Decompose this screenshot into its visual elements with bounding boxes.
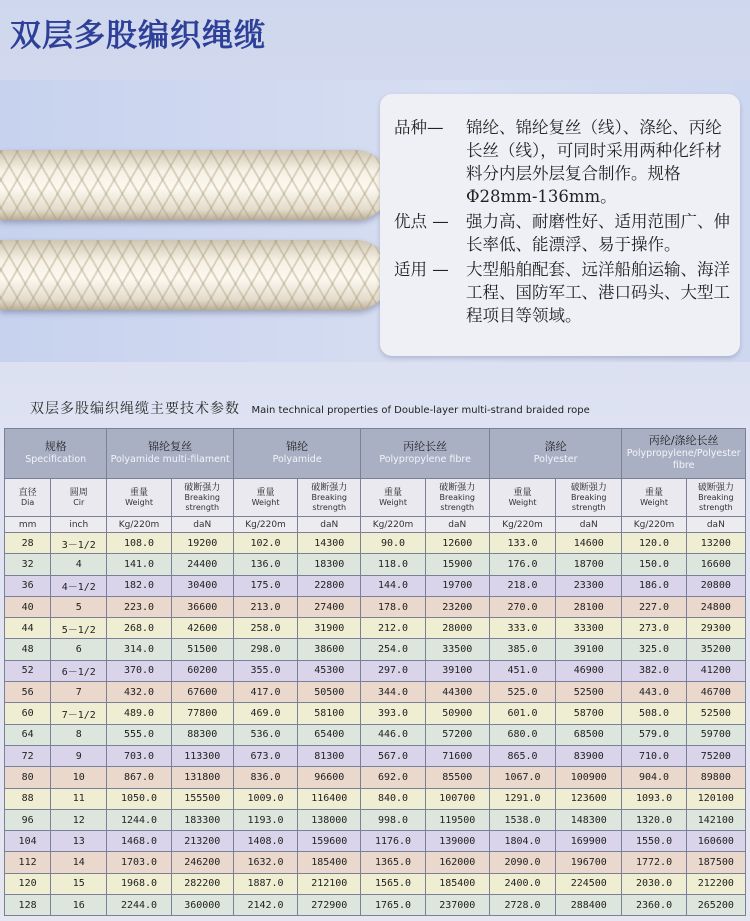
table-cell: 1632.0 (233, 852, 297, 873)
table-cell: 297.0 (361, 660, 425, 681)
table-cell: 15900 (425, 554, 489, 575)
table-row (5, 618, 746, 639)
table-cell: 65400 (298, 724, 361, 745)
table-cell: 272900 (298, 895, 361, 916)
table-cell: 35200 (686, 639, 745, 660)
table-cell: 80 (5, 767, 51, 788)
table-row (5, 809, 746, 830)
table-cell: 7 (51, 682, 107, 703)
table-cell: 196700 (556, 852, 622, 873)
table-row (5, 873, 746, 894)
table-row (5, 575, 746, 596)
table-cell: 1093.0 (622, 788, 686, 809)
table-cell: 1468.0 (107, 831, 171, 852)
table-cell: 102.0 (233, 533, 297, 554)
group-header: 规格 Specification (5, 429, 107, 479)
table-cell: 443.0 (622, 682, 686, 703)
info-row-applications (394, 258, 732, 327)
table-cell: 268.0 (107, 618, 171, 639)
unit-cell: Kg/220m (489, 517, 555, 533)
unit-cell: daN (556, 517, 622, 533)
table-cell: 333.0 (489, 618, 555, 639)
table-cell: 28 (5, 533, 51, 554)
table-cell: 136.0 (233, 554, 297, 575)
table-cell: 16600 (686, 554, 745, 575)
info-label: 优点 — (394, 212, 449, 231)
table-cell: 2244.0 (107, 895, 171, 916)
table-cell: 175.0 (233, 575, 297, 596)
table-cell: 1320.0 (622, 809, 686, 830)
table-cell: 1291.0 (489, 788, 555, 809)
table-cell: 469.0 (233, 703, 297, 724)
table-cell: 273.0 (622, 618, 686, 639)
table-cell: 71600 (425, 745, 489, 766)
table-cell: 58100 (298, 703, 361, 724)
table-cell: 56 (5, 682, 51, 703)
table-cell: 46700 (686, 682, 745, 703)
table-cell: 186.0 (622, 575, 686, 596)
table-cell: 2142.0 (233, 895, 297, 916)
column-header: 重量 Weight (361, 479, 425, 517)
info-label: 适用 — (394, 260, 449, 279)
table-cell: 1765.0 (361, 895, 425, 916)
table-cell: 81300 (298, 745, 361, 766)
table-cell: 451.0 (489, 660, 555, 681)
column-header: 直径 Dia (5, 479, 51, 517)
table-body (5, 533, 746, 916)
table-cell: 178.0 (361, 596, 425, 617)
table-cell: 489.0 (107, 703, 171, 724)
table-cell: 1887.0 (233, 873, 297, 894)
table-cell: 36 (5, 575, 51, 596)
table-cell: 237000 (425, 895, 489, 916)
table-cell: 18300 (298, 554, 361, 575)
table-cell: 28100 (556, 596, 622, 617)
column-header: 圆周 Cir (51, 479, 107, 517)
table-cell: 270.0 (489, 596, 555, 617)
group-header: 锦纶 Polyamide (233, 429, 361, 479)
table-cell: 298.0 (233, 639, 297, 660)
table-cell: 4 (51, 554, 107, 575)
table-cell: 998.0 (361, 809, 425, 830)
table-cell: 223.0 (107, 596, 171, 617)
table-cell: 28000 (425, 618, 489, 639)
table-cell: 44300 (425, 682, 489, 703)
table-cell: 139000 (425, 831, 489, 852)
table-cell: 138000 (298, 809, 361, 830)
table-cell: 212100 (298, 873, 361, 894)
table-cell: 41200 (686, 660, 745, 681)
table-cell: 36600 (171, 596, 233, 617)
table-cell: 288400 (556, 895, 622, 916)
table-cell: 1244.0 (107, 809, 171, 830)
table-cell: 680.0 (489, 724, 555, 745)
table-cell: 120.0 (622, 533, 686, 554)
table-cell: 64 (5, 724, 51, 745)
table-cell: 57200 (425, 724, 489, 745)
table-cell: 1565.0 (361, 873, 425, 894)
table-cell: 23200 (425, 596, 489, 617)
table-cell: 77800 (171, 703, 233, 724)
table-cell: 212200 (686, 873, 745, 894)
table-cell: 5 (51, 596, 107, 617)
table-cell: 1703.0 (107, 852, 171, 873)
table-row (5, 660, 746, 681)
table-cell: 246200 (171, 852, 233, 873)
table-cell: 2030.0 (622, 873, 686, 894)
table-cell: 30400 (171, 575, 233, 596)
table-cell: 314.0 (107, 639, 171, 660)
table-cell: 119500 (425, 809, 489, 830)
table-cell: 1968.0 (107, 873, 171, 894)
group-header: 涤纶 Polyester (489, 429, 622, 479)
table-cell: 9 (51, 745, 107, 766)
table-cell: 1550.0 (622, 831, 686, 852)
column-header: 破断强力 Breaking strength (425, 479, 489, 517)
table-cell: 90.0 (361, 533, 425, 554)
unit-row (5, 517, 746, 533)
sub-header-row (5, 479, 746, 517)
table-cell: 182.0 (107, 575, 171, 596)
table-cell: 133.0 (489, 533, 555, 554)
column-header: 重量 Weight (233, 479, 297, 517)
group-header: 丙纶长丝 Polypropylene fibre (361, 429, 490, 479)
unit-cell: Kg/220m (107, 517, 171, 533)
table-cell: 2360.0 (622, 895, 686, 916)
table-cell: 16 (51, 895, 107, 916)
table-cell: 417.0 (233, 682, 297, 703)
table-cell: 579.0 (622, 724, 686, 745)
table-cell: 13200 (686, 533, 745, 554)
unit-cell: mm (5, 517, 51, 533)
table-cell: 1365.0 (361, 852, 425, 873)
table-cell: 67600 (171, 682, 233, 703)
table-cell: 224500 (556, 873, 622, 894)
table-cell: 85500 (425, 767, 489, 788)
table-cell: 155500 (171, 788, 233, 809)
table-cell: 601.0 (489, 703, 555, 724)
table-cell: 18700 (556, 554, 622, 575)
table-row (5, 554, 746, 575)
table-cell: 14300 (298, 533, 361, 554)
table-cell: 116400 (298, 788, 361, 809)
table-cell: 14600 (556, 533, 622, 554)
table-row (5, 724, 746, 745)
table-cell: 59700 (686, 724, 745, 745)
table-cell: 2090.0 (489, 852, 555, 873)
table-cell: 120100 (686, 788, 745, 809)
braided-rope-image (0, 240, 390, 310)
table-cell: 187500 (686, 852, 745, 873)
table-cell: 227.0 (622, 596, 686, 617)
column-header: 重量 Weight (489, 479, 555, 517)
table-row (5, 533, 746, 554)
table-cell: 865.0 (489, 745, 555, 766)
table-cell: 185400 (425, 873, 489, 894)
table-cell: 1067.0 (489, 767, 555, 788)
table-cell: 104 (5, 831, 51, 852)
table-cell: 185400 (298, 852, 361, 873)
table-cell: 100900 (556, 767, 622, 788)
table-cell: 8 (51, 724, 107, 745)
table-cell: 1176.0 (361, 831, 425, 852)
table-cell: 51500 (171, 639, 233, 660)
column-header: 破断强力 Breaking strength (686, 479, 745, 517)
table-cell: 24400 (171, 554, 233, 575)
table-cell: 344.0 (361, 682, 425, 703)
table-cell: 1193.0 (233, 809, 297, 830)
table-cell: 5－1/2 (51, 618, 107, 639)
unit-cell: Kg/220m (361, 517, 425, 533)
column-header: 破断强力 Breaking strength (298, 479, 361, 517)
group-header-row (5, 429, 746, 479)
table-cell: 118.0 (361, 554, 425, 575)
table-cell: 112 (5, 852, 51, 873)
table-cell: 148300 (556, 809, 622, 830)
table-title-en: Main technical properties of Double-layer multi-strand braided rope (251, 405, 590, 416)
table-cell: 536.0 (233, 724, 297, 745)
info-text: 大型船舶配套、远洋船舶运输、海洋工程、国防军工、港口码头、大型工程项目等领域。 (466, 260, 730, 325)
table-row (5, 596, 746, 617)
table-cell: 1009.0 (233, 788, 297, 809)
table-cell: 4－1/2 (51, 575, 107, 596)
table-cell: 867.0 (107, 767, 171, 788)
table-cell: 1772.0 (622, 852, 686, 873)
column-header: 破断强力 Breaking strength (556, 479, 622, 517)
table-cell: 60200 (171, 660, 233, 681)
table-cell: 29300 (686, 618, 745, 639)
table-cell: 52 (5, 660, 51, 681)
table-cell: 89800 (686, 767, 745, 788)
table-cell: 19700 (425, 575, 489, 596)
table-cell: 265200 (686, 895, 745, 916)
table-cell: 58700 (556, 703, 622, 724)
table-cell: 7－1/2 (51, 703, 107, 724)
column-header: 破断强力 Breaking strength (171, 479, 233, 517)
table-cell: 113300 (171, 745, 233, 766)
table-cell: 360000 (171, 895, 233, 916)
table-cell: 183300 (171, 809, 233, 830)
table-cell: 355.0 (233, 660, 297, 681)
table-cell: 254.0 (361, 639, 425, 660)
table-cell: 160600 (686, 831, 745, 852)
table-cell: 213200 (171, 831, 233, 852)
table-cell: 68500 (556, 724, 622, 745)
table-cell: 150.0 (622, 554, 686, 575)
info-text: 强力高、耐磨性好、适用范围广、伸长率低、能漂浮、易于操作。 (466, 212, 730, 254)
table-row (5, 852, 746, 873)
table-cell: 33500 (425, 639, 489, 660)
table-cell: 22800 (298, 575, 361, 596)
table-cell: 1050.0 (107, 788, 171, 809)
table-row (5, 703, 746, 724)
table-cell: 176.0 (489, 554, 555, 575)
unit-cell: daN (686, 517, 745, 533)
table-cell: 72 (5, 745, 51, 766)
table-cell: 169900 (556, 831, 622, 852)
table-cell: 2400.0 (489, 873, 555, 894)
group-header: 丙纶/涤纶长丝 Polypropylene/Polyester fibre (622, 429, 746, 479)
product-info-box (380, 94, 740, 356)
table-row (5, 895, 746, 916)
table-cell: 382.0 (622, 660, 686, 681)
table-cell: 11 (51, 788, 107, 809)
table-cell: 6－1/2 (51, 660, 107, 681)
table-cell: 1408.0 (233, 831, 297, 852)
page-title: 双层多股编织绳缆 (10, 18, 266, 54)
table-cell: 159600 (298, 831, 361, 852)
table-row (5, 682, 746, 703)
table-cell: 44 (5, 618, 51, 639)
table-cell: 120 (5, 873, 51, 894)
table-cell: 128 (5, 895, 51, 916)
table-cell: 710.0 (622, 745, 686, 766)
table-cell: 88300 (171, 724, 233, 745)
table-cell: 24800 (686, 596, 745, 617)
table-row (5, 831, 746, 852)
table-cell: 567.0 (361, 745, 425, 766)
table-cell: 446.0 (361, 724, 425, 745)
table-cell: 1804.0 (489, 831, 555, 852)
table-cell: 48 (5, 639, 51, 660)
table-cell: 96600 (298, 767, 361, 788)
table-cell: 40 (5, 596, 51, 617)
table-row (5, 639, 746, 660)
table-cell: 1538.0 (489, 809, 555, 830)
table-cell: 75200 (686, 745, 745, 766)
table-cell: 12 (51, 809, 107, 830)
unit-cell: Kg/220m (622, 517, 686, 533)
table-cell: 27400 (298, 596, 361, 617)
table-cell: 83900 (556, 745, 622, 766)
table-cell: 52500 (556, 682, 622, 703)
unit-cell: daN (298, 517, 361, 533)
table-cell: 142100 (686, 809, 745, 830)
table-cell: 60 (5, 703, 51, 724)
table-title-zh: 双层多股编织绳缆主要技术参数 (30, 401, 240, 417)
table-cell: 218.0 (489, 575, 555, 596)
column-header: 重量 Weight (107, 479, 171, 517)
table-cell: 42600 (171, 618, 233, 639)
table-cell: 12600 (425, 533, 489, 554)
table-cell: 23300 (556, 575, 622, 596)
table-row (5, 767, 746, 788)
table-cell: 836.0 (233, 767, 297, 788)
column-header: 重量 Weight (622, 479, 686, 517)
table-row (5, 788, 746, 809)
table-cell: 14 (51, 852, 107, 873)
table-cell: 904.0 (622, 767, 686, 788)
table-cell: 50500 (298, 682, 361, 703)
group-header: 锦纶复丝 Polyamide multi-filament (107, 429, 234, 479)
table-cell: 213.0 (233, 596, 297, 617)
table-cell: 692.0 (361, 767, 425, 788)
table-cell: 31900 (298, 618, 361, 639)
table-cell: 432.0 (107, 682, 171, 703)
table-cell: 100700 (425, 788, 489, 809)
unit-cell: inch (51, 517, 107, 533)
table-cell: 282200 (171, 873, 233, 894)
table-cell: 162000 (425, 852, 489, 873)
braided-rope-image (0, 150, 390, 220)
table-cell: 45300 (298, 660, 361, 681)
table-cell: 46900 (556, 660, 622, 681)
table-cell: 39100 (425, 660, 489, 681)
table-cell: 108.0 (107, 533, 171, 554)
table-cell: 38600 (298, 639, 361, 660)
table-cell: 385.0 (489, 639, 555, 660)
table-cell: 2728.0 (489, 895, 555, 916)
table-cell: 370.0 (107, 660, 171, 681)
table-cell: 13 (51, 831, 107, 852)
table-cell: 525.0 (489, 682, 555, 703)
table-cell: 673.0 (233, 745, 297, 766)
table-cell: 144.0 (361, 575, 425, 596)
info-text: 锦纶、锦纶复丝（线）、涤纶、丙纶长丝（线），可同时采用两种化纤材料分内层外层复合制作。规格Φ28mm-136mm。 (466, 118, 722, 206)
table-cell: 393.0 (361, 703, 425, 724)
table-cell: 50900 (425, 703, 489, 724)
table-cell: 20800 (686, 575, 745, 596)
info-row-advantages (394, 210, 732, 256)
unit-cell: Kg/220m (233, 517, 297, 533)
table-cell: 32 (5, 554, 51, 575)
table-cell: 6 (51, 639, 107, 660)
table-row (5, 745, 746, 766)
unit-cell: daN (171, 517, 233, 533)
table-cell: 52500 (686, 703, 745, 724)
table-cell: 88 (5, 788, 51, 809)
info-row-variety (394, 116, 732, 208)
unit-cell: daN (425, 517, 489, 533)
table-cell: 508.0 (622, 703, 686, 724)
table-cell: 123600 (556, 788, 622, 809)
table-cell: 19200 (171, 533, 233, 554)
table-cell: 131800 (171, 767, 233, 788)
table-cell: 325.0 (622, 639, 686, 660)
table-cell: 96 (5, 809, 51, 830)
table-cell: 10 (51, 767, 107, 788)
table-cell: 840.0 (361, 788, 425, 809)
table-cell: 15 (51, 873, 107, 894)
spec-table (4, 428, 746, 916)
table-cell: 33300 (556, 618, 622, 639)
table-cell: 3－1/2 (51, 533, 107, 554)
table-cell: 258.0 (233, 618, 297, 639)
table-cell: 141.0 (107, 554, 171, 575)
table-title (30, 398, 590, 418)
table-cell: 212.0 (361, 618, 425, 639)
table-cell: 555.0 (107, 724, 171, 745)
table-cell: 39100 (556, 639, 622, 660)
table-cell: 703.0 (107, 745, 171, 766)
info-label: 品种— (394, 118, 444, 137)
